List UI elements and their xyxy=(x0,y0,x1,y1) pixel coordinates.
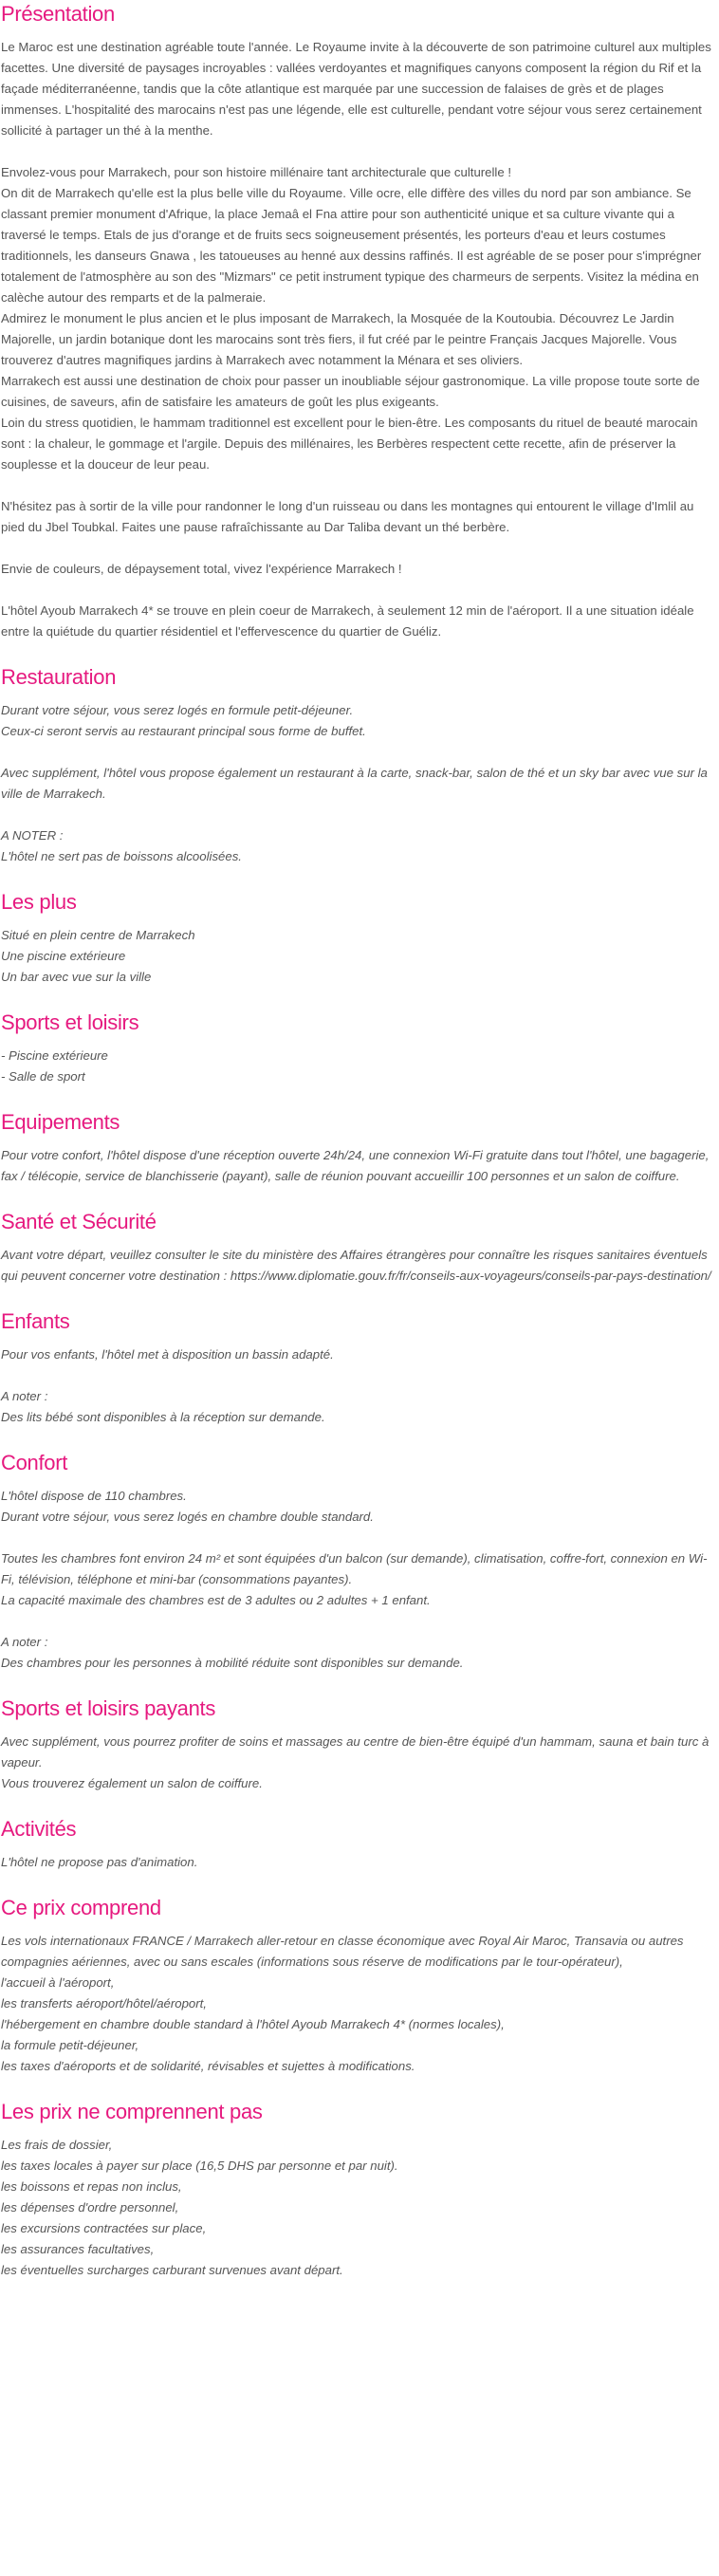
text-line: Des chambres pour les personnes à mobilité réduite sont disponibles sur demande. xyxy=(1,1656,464,1670)
title-spacer xyxy=(1,917,719,925)
text-line: Avant votre départ, veuillez consulter le site du ministère des Affaires étrangères pour connaître les risques sanitaires éventuels qui peuvent concerner votre destination : https://www.diplomatie.gouv.fr/fr/conseils-aux-voyageurs/conseils-par-pays-destination/ xyxy=(1,1248,711,1283)
title-spacer xyxy=(1,1477,719,1486)
text-line: N'hésitez pas à sortir de la ville pour randonner le long d'un ruisseau ou dans les montagnes qui entourent le village d'Imlil au pied du Jbel Toubkal. Faites une pause rafraîchissante au Dar Taliba devant un thé berbère. xyxy=(1,499,694,534)
title-spacer xyxy=(1,1336,719,1344)
section-body-confort xyxy=(1,1486,719,1674)
text-line: les taxes locales à payer sur place (16,5 DHS par personne et par nuit). xyxy=(1,2159,398,2173)
paragraph-gap xyxy=(1,1528,719,1548)
title-spacer xyxy=(1,1236,719,1245)
text-line: Admirez le monument le plus ancien et le plus imposant de Marrakech, la Mosquée de la Koutoubia. Découvrez Le Jardin Majorelle, un jardin botanique dont les marocains sont très fiers, il fut créé par le peintre Français Jacques Majorelle. Vous trouverez d'autres magnifiques jardins à Marrakech avec notamment la Ménara et ses oliviers. xyxy=(1,311,677,367)
paragraph-gap xyxy=(1,1365,719,1386)
text-line: A noter : xyxy=(1,1389,48,1403)
section-body-restauration xyxy=(1,700,719,867)
section-title-sports-loisirs: Sports et loisirs xyxy=(1,1010,139,1034)
text-line: l'accueil à l'aéroport, xyxy=(1,1975,115,1990)
text-line: Pour vos enfants, l'hôtel met à disposition un bassin adapté. xyxy=(1,1347,334,1362)
section-sports-loisirs-payants xyxy=(1,1695,719,1794)
section-presentation xyxy=(1,0,719,642)
section-equipements xyxy=(1,1108,719,1187)
text-line: A NOTER : xyxy=(1,828,64,843)
section-body-sports-loisirs xyxy=(1,1046,719,1087)
section-title-sante-securite: Santé et Sécurité xyxy=(1,1210,157,1233)
text-line: A noter : xyxy=(1,1635,48,1649)
text-line: Toutes les chambres font environ 24 m² et sont équipées d'un balcon (sur demande), climatisation, coffre-fort, connexion en Wi-Fi, télévision, téléphone et mini-bar (consommations payantes). xyxy=(1,1551,708,1586)
section-sports-loisirs xyxy=(1,1009,719,1087)
title-spacer xyxy=(1,1037,719,1046)
text-line: Une piscine extérieure xyxy=(1,949,126,963)
section-body-sante-securite xyxy=(1,1245,719,1287)
title-spacer xyxy=(1,28,719,37)
text-line: les transferts aéroport/hôtel/aéroport, xyxy=(1,1996,207,2011)
section-body-activites xyxy=(1,1852,719,1873)
section-les-plus xyxy=(1,888,719,988)
section-title-les-plus: Les plus xyxy=(1,890,77,914)
section-title-confort: Confort xyxy=(1,1451,68,1474)
text-line: Envie de couleurs, de dépaysement total, vivez l'expérience Marrakech ! xyxy=(1,562,402,576)
section-body-prix-comprend xyxy=(1,1931,719,2077)
section-title-restauration: Restauration xyxy=(1,665,117,689)
text-line: les excursions contractées sur place, xyxy=(1,2221,207,2235)
section-title-prix-ne-comprennent-pas: Les prix ne comprennent pas xyxy=(1,2100,263,2123)
paragraph-gap xyxy=(1,742,719,763)
text-line: Loin du stress quotidien, le hammam traditionnel est excellent pour le bien-être. Les composants du rituel de beauté marocain sont : la chaleur, le gommage et l'argile. Depuis des millénaires, les Berbères respectent cette recette, afin de préserver la souplesse et la douceur de leur peau. xyxy=(1,416,698,472)
text-line: Des lits bébé sont disponibles à la réception sur demande. xyxy=(1,1410,325,1424)
paragraph-gap xyxy=(1,1611,719,1632)
text-line: les taxes d'aéroports et de solidarité, révisables et sujettes à modifications. xyxy=(1,2059,415,2073)
title-spacer xyxy=(1,2126,719,2135)
paragraph-gap xyxy=(1,538,719,559)
title-spacer xyxy=(1,1844,719,1852)
section-body-sports-loisirs-payants xyxy=(1,1732,719,1794)
text-line: Un bar avec vue sur la ville xyxy=(1,970,152,984)
text-line: L'hôtel dispose de 110 chambres. xyxy=(1,1489,187,1503)
text-line: Pour votre confort, l'hôtel dispose d'une réception ouverte 24h/24, une connexion Wi-Fi gratuite dans tout l'hôtel, une bagagerie, fax / télécopie, service de blanchisserie (payant), salle de réunion pouvant accueillir 100 personnes et un salon de coiffure. xyxy=(1,1148,710,1183)
text-line: les éventuelles surcharges carburant survenues avant départ. xyxy=(1,2263,343,2277)
section-sante-securite xyxy=(1,1208,719,1287)
section-title-prix-comprend: Ce prix comprend xyxy=(1,1896,161,1919)
title-spacer xyxy=(1,1137,719,1145)
section-enfants xyxy=(1,1307,719,1428)
text-line: L'hôtel ne propose pas d'animation. xyxy=(1,1855,198,1869)
section-restauration xyxy=(1,663,719,867)
text-line: Situé en plein centre de Marrakech xyxy=(1,928,195,942)
section-title-activites: Activités xyxy=(1,1817,77,1841)
text-line: les assurances facultatives, xyxy=(1,2242,155,2256)
title-spacer xyxy=(1,1922,719,1931)
section-prix-ne-comprennent-pas xyxy=(1,2098,719,2281)
section-title-sports-loisirs-payants: Sports et loisirs payants xyxy=(1,1696,216,1720)
text-line: Ceux-ci seront servis au restaurant principal sous forme de buffet. xyxy=(1,724,366,738)
text-line: Avec supplément, l'hôtel vous propose également un restaurant à la carte, snack-bar, salon de thé et un sky bar avec vue sur la ville de Marrakech. xyxy=(1,766,708,801)
section-title-enfants: Enfants xyxy=(1,1309,70,1333)
text-line: Marrakech est aussi une destination de choix pour passer un inoubliable séjour gastronomique. La ville propose toute sorte de cuisines, de saveurs, afin de satisfaire les amateurs de goût les plus exigeants. xyxy=(1,374,700,409)
text-line: L'hôtel Ayoub Marrakech 4* se trouve en plein coeur de Marrakech, à seulement 12 min de l'aéroport. Il a une situation idéale entre la quiétude du quartier résidentiel et l'effervescence du quartier de Guéliz. xyxy=(1,603,694,639)
section-body-presentation xyxy=(1,37,719,642)
section-prix-comprend xyxy=(1,1894,719,2077)
text-line: - Salle de sport xyxy=(1,1069,85,1084)
section-body-prix-ne-comprennent-pas xyxy=(1,2135,719,2281)
paragraph-gap xyxy=(1,580,719,601)
text-line: L'hôtel ne sert pas de boissons alcoolisées. xyxy=(1,849,242,863)
text-line: Durant votre séjour, vous serez logés en chambre double standard. xyxy=(1,1510,374,1524)
text-line: Les frais de dossier, xyxy=(1,2138,113,2152)
section-title-equipements: Equipements xyxy=(1,1110,120,1134)
text-line: les dépenses d'ordre personnel, xyxy=(1,2200,179,2215)
section-confort xyxy=(1,1449,719,1674)
text-line: Le Maroc est une destination agréable toute l'année. Le Royaume invite à la découverte de son patrimoine culturel aux multiples facettes. Une diversité de paysages incroyables : vallées verdoyantes et magnifiques canyons composent la région du Rif et la façade méditerranéenne, tandis que la côte atlantique est marquée par une succession de falaises de grès et de plages immenses. L'hospitalité des marocains n'est pas une légende, elle est culturelle, pendant votre séjour vous serez certainement sollicité à partager un thé à la menthe. xyxy=(1,40,711,138)
text-line: La capacité maximale des chambres est de 3 adultes ou 2 adultes + 1 enfant. xyxy=(1,1593,431,1607)
title-spacer xyxy=(1,1723,719,1732)
text-line: Avec supplément, vous pourrez profiter de soins et massages au centre de bien-être équipé d'un hammam, sauna et bain turc à vapeur. xyxy=(1,1734,710,1770)
section-body-equipements xyxy=(1,1145,719,1187)
paragraph-gap xyxy=(1,475,719,496)
text-line: Les vols internationaux FRANCE / Marrakech aller-retour en classe économique avec Royal Air Maroc, Transavia ou autres compagnies aériennes, avec ou sans escales (informations sous réserve de modifications par le tour-opérateur), xyxy=(1,1934,684,1969)
text-line: la formule petit-déjeuner, xyxy=(1,2038,139,2052)
text-line: Envolez-vous pour Marrakech, pour son histoire millénaire tant architecturale que culturelle ! xyxy=(1,165,512,179)
text-line: l'hébergement en chambre double standard à l'hôtel Ayoub Marrakech 4* (normes locales), xyxy=(1,2017,505,2031)
text-line: - Piscine extérieure xyxy=(1,1048,108,1063)
paragraph-gap xyxy=(1,805,719,825)
text-line: On dit de Marrakech qu'elle est la plus belle ville du Royaume. Ville ocre, elle diffère des villes du nord par son ambiance. Se classant premier monument d'Afrique, la place Jemaâ el Fna attire pour son authenticité unique et sa culture vivante qui a traversé le temps. Etals de jus d'orange et de fruits secs soigneusement présentés, les porteurs d'eau et leurs costumes traditionnels, les danseurs Gnawa , les tatoueuses au henné aux dessins raffinés. Il est agréable de se poser pour s'imprégner totalement de l'atmosphère au son des "Mizmars" ce petit instrument typique des charmeurs de serpents. Visitez la médina en calèche autour des remparts et de la palmeraie. xyxy=(1,186,702,305)
section-title-presentation: Présentation xyxy=(1,2,115,26)
text-line: les boissons et repas non inclus, xyxy=(1,2179,182,2194)
title-spacer xyxy=(1,692,719,700)
text-line: Durant votre séjour, vous serez logés en formule petit-déjeuner. xyxy=(1,703,354,717)
section-body-les-plus xyxy=(1,925,719,988)
section-activites xyxy=(1,1815,719,1873)
paragraph-gap xyxy=(1,141,719,162)
text-line: Vous trouverez également un salon de coiffure. xyxy=(1,1776,263,1790)
section-body-enfants xyxy=(1,1344,719,1428)
